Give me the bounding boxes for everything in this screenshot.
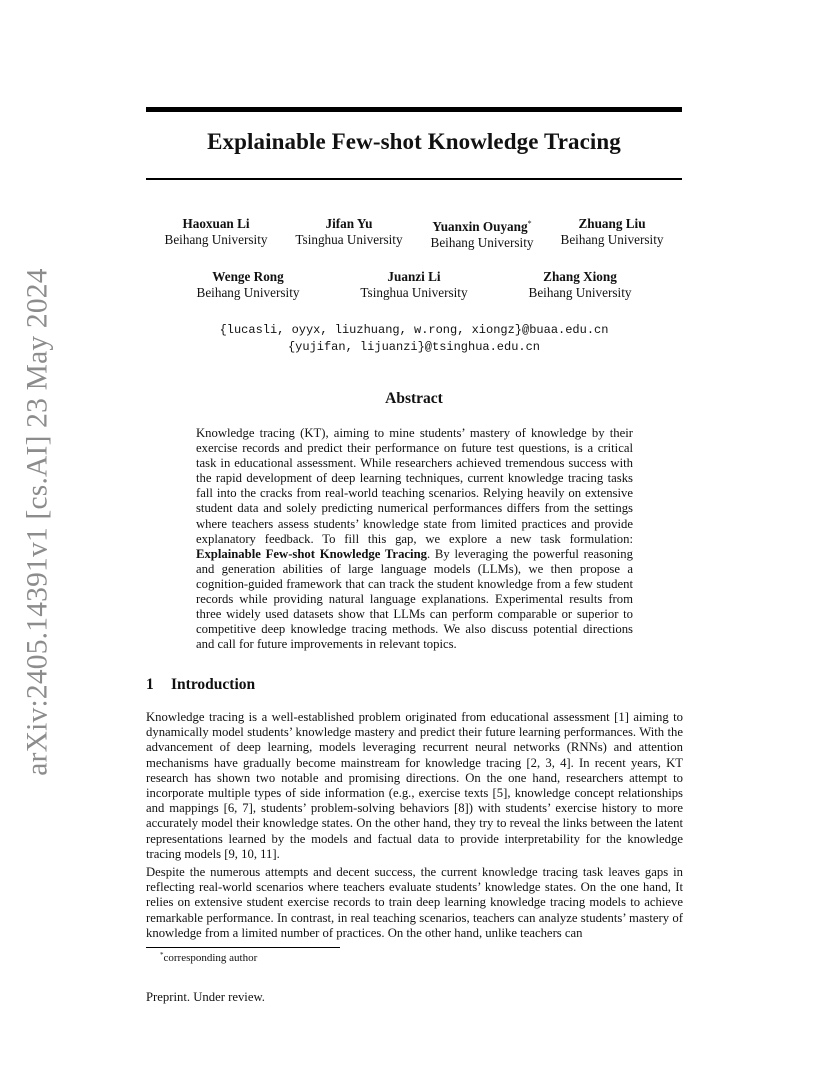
corresponding-mark: * (527, 219, 532, 228)
footnote-rule (146, 947, 340, 948)
author-name: Haoxuan Li (182, 216, 250, 231)
title-rule-bottom (146, 178, 682, 180)
author-block (158, 269, 338, 301)
author-affiliation: Tsinghua University (360, 285, 468, 300)
author-affiliation: Beihang University (430, 235, 534, 250)
footnote-text: corresponding author (163, 952, 258, 964)
section-heading (146, 676, 255, 694)
abstract-heading: Abstract (385, 390, 443, 407)
author-block (324, 269, 504, 301)
author-name: Yuanxin Ouyang* (432, 219, 532, 234)
paper-title: Explainable Few-shot Knowledge Tracing (207, 129, 621, 154)
author-name: Zhang Xiong (543, 269, 617, 284)
task-name: Explainable Few-shot Knowledge Tracing (196, 546, 427, 561)
email-line: {lucasli, oyyx, liuzhuang, w.rong, xiongz}@buaa.edu.cn (219, 323, 609, 337)
section-title: Introduction (171, 676, 256, 693)
preprint-notice: Preprint. Under review. (146, 990, 265, 1004)
author-emails (146, 322, 682, 356)
author-block (490, 269, 670, 301)
author-affiliation: Beihang University (164, 232, 268, 247)
author-block (522, 216, 702, 248)
author-affiliation: Beihang University (528, 285, 632, 300)
title-rule-top (146, 107, 682, 112)
author-affiliation: Beihang University (196, 285, 300, 300)
author-name: Jifan Yu (325, 216, 373, 231)
email-line: {yujifan, lijuanzi}@tsinghua.edu.cn (287, 340, 541, 354)
intro-paragraph: Despite the numerous attempts and decent success, the current knowledge tracing task leaves gaps in reflecting real-world scenarios where teachers evaluate students’ knowledge states. On the one hand, It relies on extensive student exercise records to train deep learning knowledge tracing models to achieve remarkable performance. In contrast, in real teaching scenarios, teachers can analyze students’ mastery of knowledge from a limited number of practices. On the other hand, unlike teachers can (146, 865, 683, 940)
author-affiliation: Tsinghua University (295, 232, 403, 247)
abstract-body: Knowledge tracing (KT), aiming to mine students’ mastery of knowledge by their exercise records and predict their performance on future test questions, is a critical task in educational assessment. While researchers achieved tremendous success with the rapid development of deep learning techniques, current knowledge tracing tasks fall into the cracks from real-world teaching scenarios. Relying heavily on extensive student data and solely predicting numerical performances differs from the settings where teachers assess students’ knowledge state from limited practices and provide explanatory feedback. To fill this gap, we explore a new task formulation: Explainable Few-shot Knowledge Tracing. By leveraging the powerful reasoning and generation abilities of large language models (LLMs), we then propose a cognition-guided framework that can track the student knowledge from a few student records while providing natural language explanations. Experimental results from three widely used datasets show that LLMs can perform comparable or superior to competitive deep knowledge tracing methods. We also discuss potential directions and call for future improvements in relevant topics. (196, 426, 633, 652)
author-name: Juanzi Li (387, 269, 441, 284)
author-affiliation: Beihang University (560, 232, 664, 247)
intro-paragraph: Knowledge tracing is a well-established problem originated from educational assessment [1] aiming to dynamically model students’ knowledge mastery and predict their future learning performances. With the advancement of deep learning, models leveraging recurrent neural networks (RNNs) and attention mechanisms have gradually become mainstream for knowledge tracing [2, 3, 4]. In recent years, KT research has shown two notable and promising directions. On the one hand, researchers attempt to incorporate multiple types of side information (e.g., exercise texts [5], knowledge concept relationships and mappings [6, 7], students’ problem-solving behaviors [8]) with students’ exercise history to more accurately model their knowledge states. On the other hand, they try to reveal the links between the latent representations learned by the models and factual data to provide interpretability for the knowledge tracing models [9, 10, 11]. (146, 710, 683, 861)
footnote (160, 951, 257, 964)
arxiv-id: arXiv:2405.14391v1 [cs.AI] 23 May 2024 (21, 268, 54, 776)
author-name: Wenge Rong (212, 269, 284, 284)
section-number: 1 (146, 676, 154, 693)
author-name: Zhuang Liu (578, 216, 646, 231)
footnote-mark: * (160, 951, 164, 959)
